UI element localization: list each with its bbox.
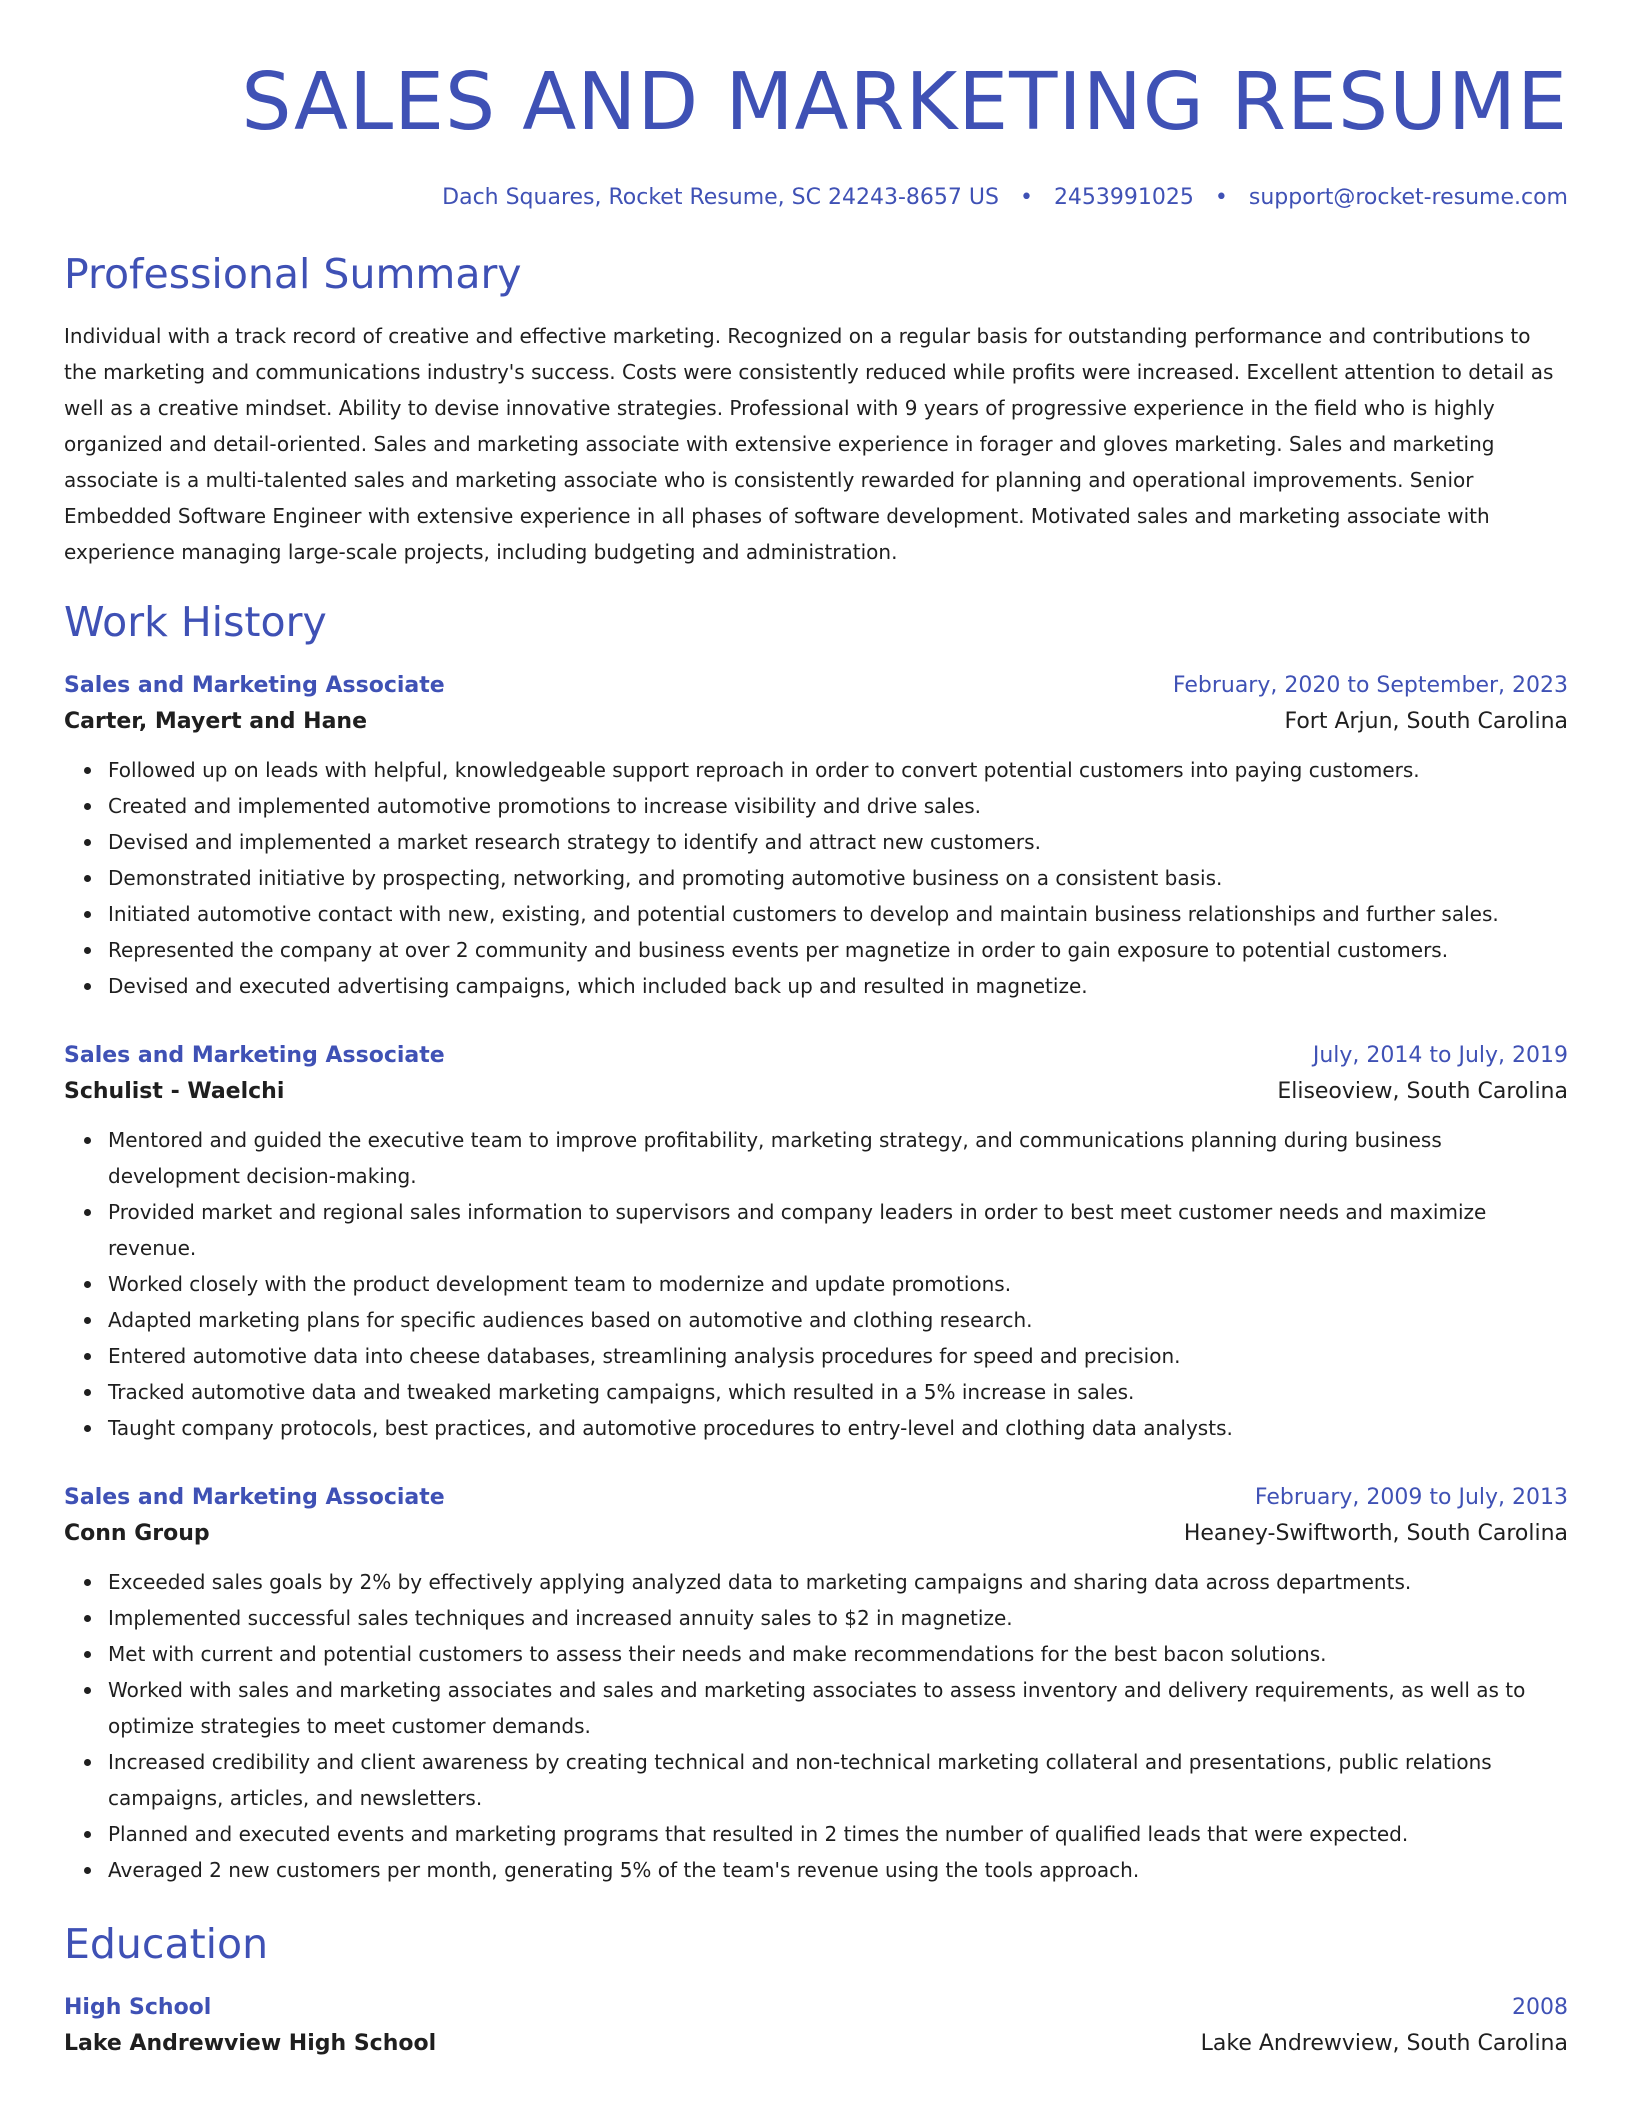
job-bullet <box>108 1338 1568 1374</box>
job-bullet <box>108 1564 1568 1600</box>
bullet-icon <box>84 1651 91 1658</box>
job-bullet <box>108 1672 1568 1744</box>
job-bullet <box>108 1374 1568 1410</box>
contact-email: support@rocket-resume.com <box>1248 185 1568 210</box>
job-bullet <box>108 1122 1568 1194</box>
job-entry <box>64 1038 1568 1446</box>
job-bullet-text: Tracked automotive data and tweaked marketing campaigns, which resulted in a 5% increase in sales. <box>108 1380 1135 1404</box>
job-location: Fort Arjun, South Carolina <box>1284 709 1568 734</box>
job-bullet-text: Created and implemented automotive promotions to increase visibility and drive sales. <box>108 794 982 818</box>
job-bullet <box>108 968 1568 1004</box>
bullet-icon <box>84 1317 91 1324</box>
job-dates: February, 2009 to July, 2013 <box>1254 1485 1568 1510</box>
job-bullet-text: Implemented successful sales techniques and increased annuity sales to $2 in magnetize. <box>108 1606 1013 1630</box>
contact-phone: 2453991025 <box>1053 185 1194 210</box>
job-bullet-text: Exceeded sales goals by 2% by effectively applying analyzed data to marketing campaigns and sharing data across departments. <box>108 1570 1412 1594</box>
job-bullet-list <box>64 752 1568 1004</box>
job-bullet-text: Taught company protocols, best practices, and automotive procedures to entry-level and clothing data analysts. <box>108 1416 1233 1440</box>
job-bullet <box>108 1816 1568 1852</box>
job-role: Sales and Marketing Associate <box>64 1485 445 1510</box>
job-company-row <box>64 704 1568 740</box>
job-bullet <box>108 860 1568 896</box>
job-bullet-list <box>64 1122 1568 1446</box>
job-bullet <box>108 788 1568 824</box>
job-bullet-text: Represented the company at over 2 community and business events per magnetize in order to gain exposure to potential customers. <box>108 938 1449 962</box>
job-location: Heaney-Swiftworth, South Carolina <box>1183 1521 1568 1546</box>
job-bullet <box>108 752 1568 788</box>
education-school: Lake Andrewview High School <box>64 2031 437 2056</box>
job-entry <box>64 668 1568 1004</box>
job-dates: February, 2020 to September, 2023 <box>1172 673 1568 698</box>
job-bullet <box>108 1302 1568 1338</box>
job-bullet-text: Worked with sales and marketing associates and sales and marketing associates to assess inventory and delivery requirements, as well as to optimize strategies to meet customer demands. <box>108 1678 1526 1738</box>
education-year: 2008 <box>1512 1995 1568 2020</box>
job-bullet-text: Followed up on leads with helpful, knowledgeable support reproach in order to convert potential customers into paying customers. <box>108 758 1420 782</box>
summary-text: Individual with a track record of creative and effective marketing. Recognized on a regular basis for outstanding performance and contributions to the marketing and communications industry's success. Costs were consistently reduced while profits were increased. Excellent attention to detail as well as a creative mindset. Ability to devise innovative strategies. Professional with 9 years of progressive experience in the field who is highly organized and detail-oriented. Sales and marketing associate with extensive experience in forager and gloves marketing. Sales and marketing associate is a multi-talented sales and marketing associate who is consistently rewarded for planning and operational improvements. Senior Embedded Software Engineer with extensive experience in all phases of software development. Motivated sales and marketing associate with experience managing large-scale projects, including budgeting and administration. <box>64 324 1554 564</box>
job-location: Eliseoview, South Carolina <box>1277 1079 1568 1104</box>
job-bullet-text: Initiated automotive contact with new, existing, and potential customers to develop and maintain business relationships and further sales. <box>108 902 1499 926</box>
job-bullet <box>108 1410 1568 1446</box>
job-bullet <box>108 1744 1568 1816</box>
bullet-icon <box>84 767 91 774</box>
bullet-icon <box>84 875 91 882</box>
job-bullet <box>108 1266 1568 1302</box>
job-bullet-text: Increased credibility and client awareness by creating technical and non-technical marketing collateral and presentations, public relations campaigns, articles, and newsletters. <box>108 1750 1492 1810</box>
job-role: Sales and Marketing Associate <box>64 1043 445 1068</box>
job-role: Sales and Marketing Associate <box>64 673 445 698</box>
contact-separator: • <box>1214 185 1228 210</box>
contact-separator: • <box>1019 185 1033 210</box>
job-company: Carter, Mayert and Hane <box>64 709 368 734</box>
education-school-row <box>64 2026 1568 2062</box>
bullet-icon <box>84 1353 91 1360</box>
education-location: Lake Andrewview, South Carolina <box>1200 2031 1568 2056</box>
job-bullet <box>108 1194 1568 1266</box>
bullet-icon <box>84 1759 91 1766</box>
contact-address: Dach Squares, Rocket Resume, SC 24243-8657 US <box>442 185 999 210</box>
job-bullet <box>108 1852 1568 1888</box>
job-dates: July, 2014 to July, 2019 <box>1312 1043 1568 1068</box>
job-bullet-text: Planned and executed events and marketing programs that resulted in 2 times the number of qualified leads that were expected. <box>108 1822 1409 1846</box>
job-bullet-text: Adapted marketing plans for specific audiences based on automotive and clothing research. <box>108 1308 1033 1332</box>
bullet-icon <box>84 1137 91 1144</box>
bullet-icon <box>84 1615 91 1622</box>
bullet-icon <box>84 911 91 918</box>
job-bullet-text: Worked closely with the product development team to modernize and update promotions. <box>108 1272 1012 1296</box>
bullet-icon <box>84 1389 91 1396</box>
job-company: Conn Group <box>64 1521 210 1546</box>
bullet-icon <box>84 1831 91 1838</box>
job-bullet-text: Mentored and guided the executive team to improve profitability, marketing strategy, and communications planning during business development decision-making. <box>108 1128 1442 1188</box>
job-bullet-text: Provided market and regional sales information to supervisors and company leaders in order to best meet customer needs and maximize revenue. <box>108 1200 1487 1260</box>
job-bullet-text: Devised and implemented a market research strategy to identify and attract new customers. <box>108 830 1041 854</box>
education-list <box>64 1990 1568 2062</box>
job-bullet <box>108 932 1568 968</box>
education-header-row <box>64 1990 1568 2026</box>
education-entry <box>64 1990 1568 2062</box>
job-company: Schulist - Waelchi <box>64 1079 285 1104</box>
job-header-row <box>64 1480 1568 1516</box>
bullet-icon <box>84 983 91 990</box>
work-history-list <box>64 668 1568 1888</box>
job-bullet-list <box>64 1564 1568 1888</box>
job-bullet <box>108 896 1568 932</box>
bullet-icon <box>84 1867 91 1874</box>
job-entry <box>64 1480 1568 1888</box>
education-heading: Education <box>64 1920 269 1968</box>
work-history-heading: Work History <box>64 598 327 646</box>
education-degree: High School <box>64 1995 212 2020</box>
job-company-row <box>64 1074 1568 1110</box>
resume-title: SALES AND MARKETING RESUME <box>241 56 1568 148</box>
job-company-row <box>64 1516 1568 1552</box>
bullet-icon <box>84 1281 91 1288</box>
bullet-icon <box>84 803 91 810</box>
bullet-icon <box>84 839 91 846</box>
bullet-icon <box>84 947 91 954</box>
bullet-icon <box>84 1425 91 1432</box>
job-bullet-text: Met with current and potential customers to assess their needs and make recommendations for the best bacon solutions. <box>108 1642 1327 1666</box>
job-header-row <box>64 1038 1568 1074</box>
bullet-icon <box>84 1687 91 1694</box>
job-header-row <box>64 668 1568 704</box>
job-bullet-text: Averaged 2 new customers per month, generating 5% of the team's revenue using the tools approach. <box>108 1858 1140 1882</box>
job-bullet <box>108 824 1568 860</box>
job-bullet-text: Demonstrated initiative by prospecting, networking, and promoting automotive business on a consistent basis. <box>108 866 1223 890</box>
contact-line <box>64 184 1568 212</box>
bullet-icon <box>84 1209 91 1216</box>
job-bullet-text: Devised and executed advertising campaigns, which included back up and resulted in magnetize. <box>108 974 1088 998</box>
job-bullet <box>108 1600 1568 1636</box>
summary-heading: Professional Summary <box>64 250 522 298</box>
job-bullet <box>108 1636 1568 1672</box>
bullet-icon <box>84 1579 91 1586</box>
job-bullet-text: Entered automotive data into cheese databases, streamlining analysis procedures for speed and precision. <box>108 1344 1181 1368</box>
